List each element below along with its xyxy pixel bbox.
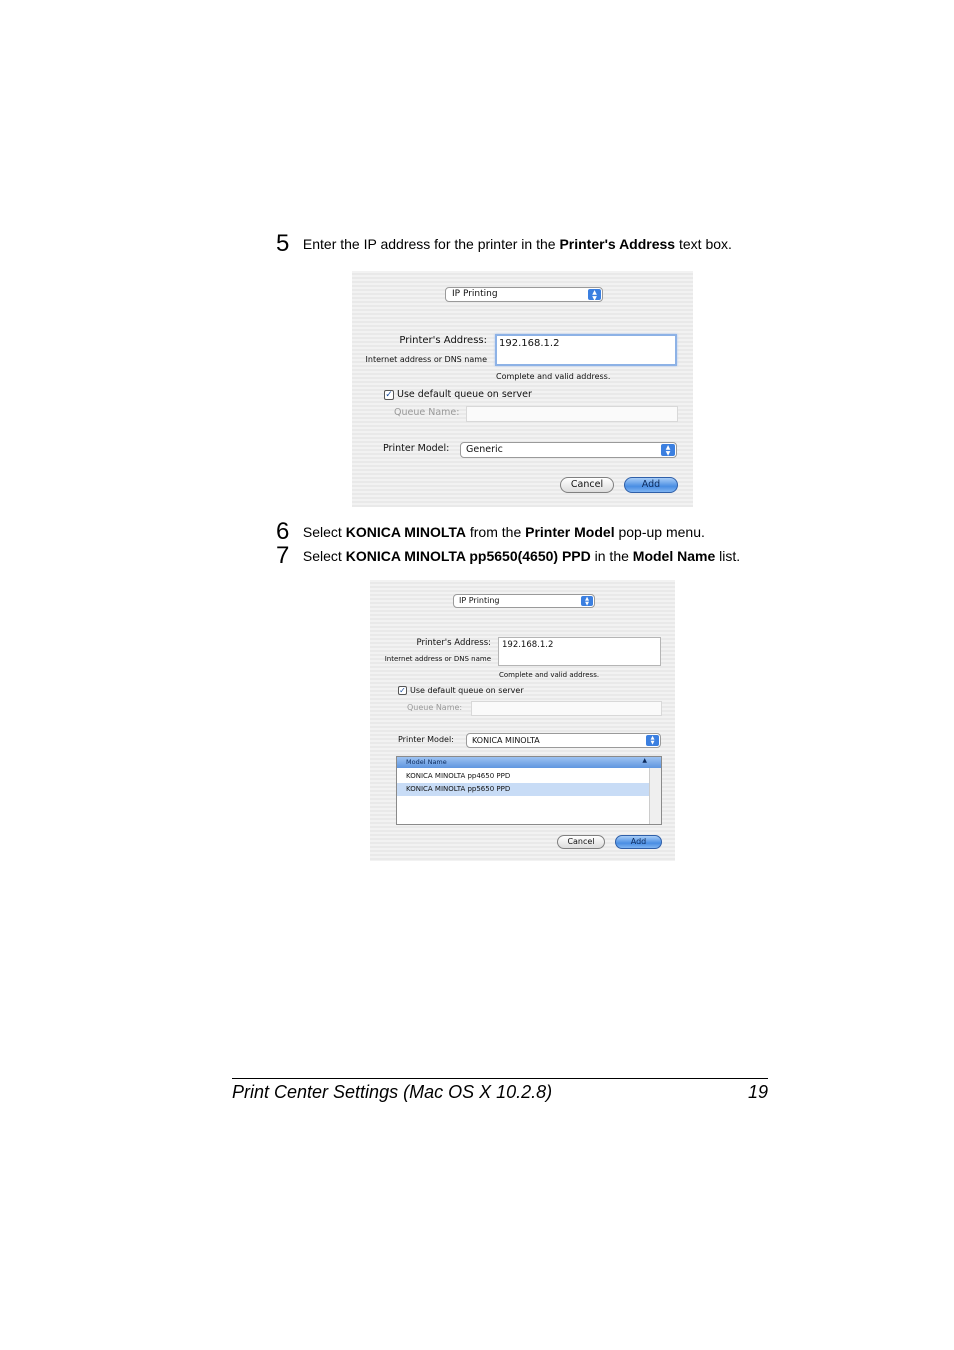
step-text-bold: KONICA MINOLTA bbox=[345, 524, 466, 540]
queue-name-label: Queue Name: bbox=[407, 703, 463, 712]
queue-name-input[interactable] bbox=[471, 701, 662, 716]
step-text: pop-up menu. bbox=[614, 524, 705, 540]
printer-model-popup[interactable] bbox=[466, 733, 661, 748]
printer-model-popup[interactable] bbox=[460, 442, 677, 458]
address-valid-note: Complete and valid address. bbox=[496, 372, 611, 381]
step-7 bbox=[276, 544, 740, 568]
list-item[interactable] bbox=[397, 770, 649, 783]
step-6 bbox=[276, 520, 705, 544]
queue-name-label: Queue Name: bbox=[394, 407, 460, 418]
connection-type-label: IP Printing bbox=[452, 289, 498, 299]
step-text-bold: Model Name bbox=[632, 548, 716, 564]
model-name-list[interactable] bbox=[396, 756, 662, 825]
printer-model-value: Generic bbox=[466, 444, 503, 455]
address-valid-note: Complete and valid address. bbox=[499, 671, 600, 679]
default-queue-checkbox[interactable]: ✓ bbox=[399, 686, 406, 695]
connection-type-label: IP Printing bbox=[459, 596, 500, 605]
ip-printing-dialog-model bbox=[370, 580, 675, 861]
popup-arrows-icon: ▲ ▼ bbox=[588, 289, 601, 300]
ip-printing-dialog bbox=[352, 271, 693, 507]
popup-arrows-icon: ▲ ▼ bbox=[646, 735, 659, 746]
step-text: Enter the IP address for the printer in the bbox=[302, 236, 560, 252]
step-text-bold: Printer Model bbox=[525, 524, 615, 540]
step-text: in the bbox=[590, 548, 633, 564]
connection-type-popup[interactable] bbox=[453, 594, 595, 608]
list-header[interactable] bbox=[397, 757, 661, 768]
sort-ascending-icon: ▲ bbox=[642, 757, 647, 764]
printer-address-value: 192.168.1.2 bbox=[499, 338, 560, 349]
cancel-button[interactable]: Cancel bbox=[557, 835, 605, 849]
printer-model-label: Printer Model: bbox=[398, 735, 454, 744]
queue-name-input[interactable] bbox=[466, 406, 678, 422]
printer-address-hint: Internet address or DNS name bbox=[384, 655, 491, 663]
popup-arrows-icon: ▲ ▼ bbox=[581, 596, 593, 606]
step-text: Select bbox=[302, 524, 346, 540]
step-text-bold: Printer's Address bbox=[559, 236, 676, 252]
add-button[interactable]: Add bbox=[624, 477, 678, 493]
connection-type-popup[interactable] bbox=[445, 287, 603, 302]
default-queue-label: Use default queue on server bbox=[397, 389, 532, 400]
add-button[interactable]: Add bbox=[615, 835, 662, 849]
list-item-label: KONICA MINOLTA pp5650 PPD bbox=[406, 785, 511, 793]
default-queue-label: Use default queue on server bbox=[410, 686, 524, 695]
step-text: text box. bbox=[675, 236, 732, 252]
printer-address-label: Printer's Address: bbox=[399, 335, 487, 346]
printer-address-value: 192.168.1.2 bbox=[502, 640, 554, 650]
list-scrollbar[interactable] bbox=[649, 768, 661, 824]
step-number: 7 bbox=[276, 542, 290, 569]
step-5 bbox=[276, 232, 732, 256]
cancel-button[interactable]: Cancel bbox=[560, 477, 614, 493]
printer-model-value: KONICA MINOLTA bbox=[472, 736, 540, 745]
step-text: list. bbox=[715, 548, 741, 564]
list-item-selected[interactable] bbox=[397, 783, 649, 796]
printer-address-hint: Internet address or DNS name bbox=[365, 355, 487, 364]
list-item-label: KONICA MINOLTA pp4650 PPD bbox=[406, 772, 511, 780]
default-queue-checkbox[interactable]: ✓ bbox=[385, 390, 393, 400]
footer-rule bbox=[232, 1078, 768, 1079]
list-header-label: Model Name bbox=[406, 758, 447, 766]
footer-title: Print Center Settings (Mac OS X 10.2.8) bbox=[232, 1082, 553, 1102]
popup-arrows-icon: ▲ ▼ bbox=[661, 444, 675, 456]
printer-address-input[interactable] bbox=[495, 334, 677, 366]
step-text-bold: KONICA MINOLTA pp5650(4650) PPD bbox=[345, 548, 591, 564]
page-number: 19 bbox=[747, 1082, 768, 1102]
printer-address-label: Printer's Address: bbox=[416, 638, 491, 648]
step-text: from the bbox=[465, 524, 526, 540]
step-text: Select bbox=[302, 548, 346, 564]
printer-model-label: Printer Model: bbox=[383, 443, 450, 454]
step-number: 5 bbox=[276, 230, 290, 257]
step-number: 6 bbox=[276, 518, 290, 545]
printer-address-input[interactable] bbox=[498, 637, 661, 666]
